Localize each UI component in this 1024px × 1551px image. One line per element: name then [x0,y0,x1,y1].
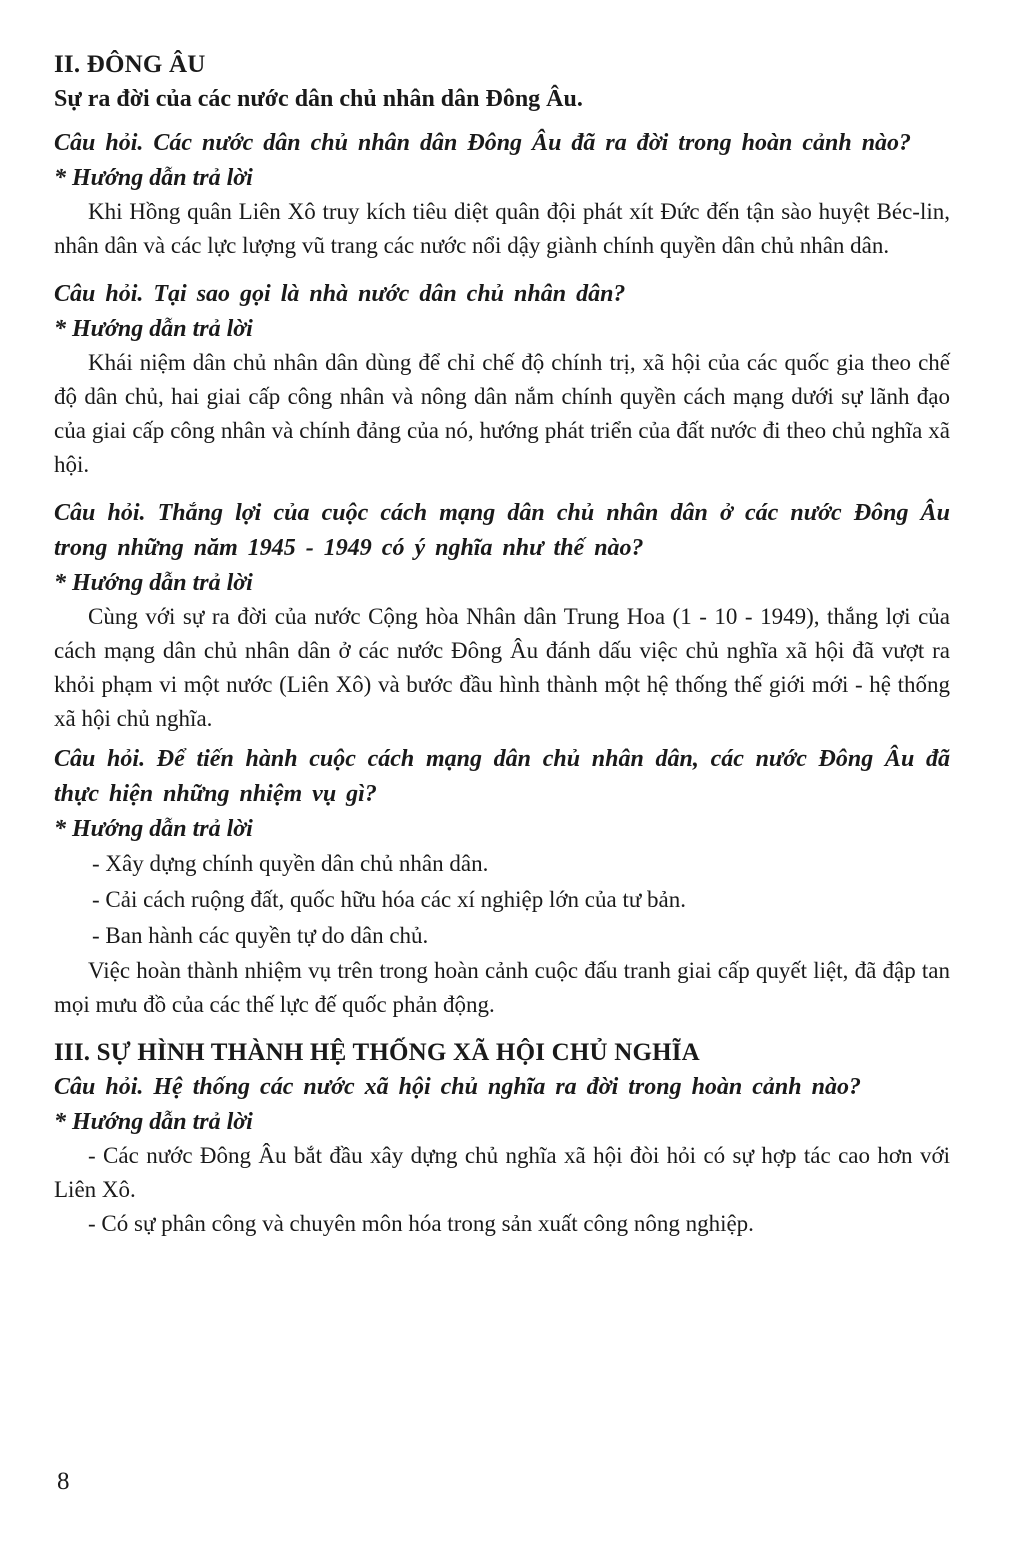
question-1: Câu hỏi. Các nước dân chủ nhân dân Đông Âu đã ra đời trong hoàn cảnh nào? [54,130,912,156]
guide-heading-5: * Hướng dẫn trả lời [54,1109,253,1135]
page-content [54,48,950,1241]
guide-heading-4: * Hướng dẫn trả lời [54,816,253,842]
question-3: Câu hỏi. Thắng lợi của cuộc cách mạng dân chủ nhân dân ở các nước Đông Âu trong những năm 1945 - 1949 có ý nghĩa như thế nào? [54,500,950,561]
guide-heading-1: * Hướng dẫn trả lời [54,165,253,191]
section-title: II. ĐÔNG ÂU [54,51,206,78]
bullet-item: - Cải cách ruộng đất, quốc hữu hóa các xí nghiệp lớn của tư bản. [92,887,687,912]
question-5: Câu hỏi. Hệ thống các nước xã hội chủ nghĩa ra đời trong hoàn cảnh nào? [54,1074,861,1100]
answer-4: Việc hoàn thành nhiệm vụ trên trong hoàn cảnh cuộc đấu tranh giai cấp quyết liệt, đã đập tan mọi mưu đồ của các thế lực đế quốc phản động. [54,958,950,1017]
page-number: 8 [57,1468,70,1495]
section-title: III. SỰ HÌNH THÀNH HỆ THỐNG XÃ HỘI CHỦ NGHĨA [54,1039,700,1066]
answer-2: Khái niệm dân chủ nhân dân dùng để chỉ chế độ chính trị, xã hội của các quốc gia theo chế độ dân chủ, hai giai cấp công nhân và nông dân nắm chính quyền cách mạng dưới sự lãnh đạo của giai cấp công nhân và chính đảng của nó, hướng phát triển của đất nước đi theo chủ nghĩa xã hội. [54,350,950,477]
answer-line: - Có sự phân công và chuyên môn hóa trong sản xuất công nông nghiệp. [88,1211,754,1236]
guide-heading-3: * Hướng dẫn trả lời [54,570,253,596]
bullet-item: - Ban hành các quyền tự do dân chủ. [92,923,429,948]
bullet-item: - Xây dựng chính quyền dân chủ nhân dân. [92,851,489,876]
answer-line: - Các nước Đông Âu bắt đầu xây dựng chủ nghĩa xã hội đòi hỏi có sự hợp tác cao hơn với Liên Xô. [54,1143,950,1202]
section-subtitle: Sự ra đời của các nước dân chủ nhân dân Đông Âu. [54,86,583,112]
answer-3: Cùng với sự ra đời của nước Cộng hòa Nhân dân Trung Hoa (1 - 10 - 1949), thắng lợi của cách mạng dân chủ nhân dân ở các nước Đông Âu đánh dấu việc chủ nghĩa xã hội đã vượt ra khỏi phạm vi một nước (Liên Xô) và bước đầu hình thành một hệ thống thế giới mới - hệ thống xã hội chủ nghĩa. [54,604,950,731]
answer-1: Khi Hồng quân Liên Xô truy kích tiêu diệt quân đội phát xít Đức đến tận sào huyệt Béc-lin, nhân dân và các lực lượng vũ trang các nước nổi dậy giành chính quyền dân chủ nhân dân. [54,199,950,258]
question-2: Câu hỏi. Tại sao gọi là nhà nước dân chủ nhân dân? [54,281,626,307]
question-4: Câu hỏi. Để tiến hành cuộc cách mạng dân chủ nhân dân, các nước Đông Âu đã thực hiện những nhiệm vụ gì? [54,746,950,807]
guide-heading-2: * Hướng dẫn trả lời [54,316,253,342]
